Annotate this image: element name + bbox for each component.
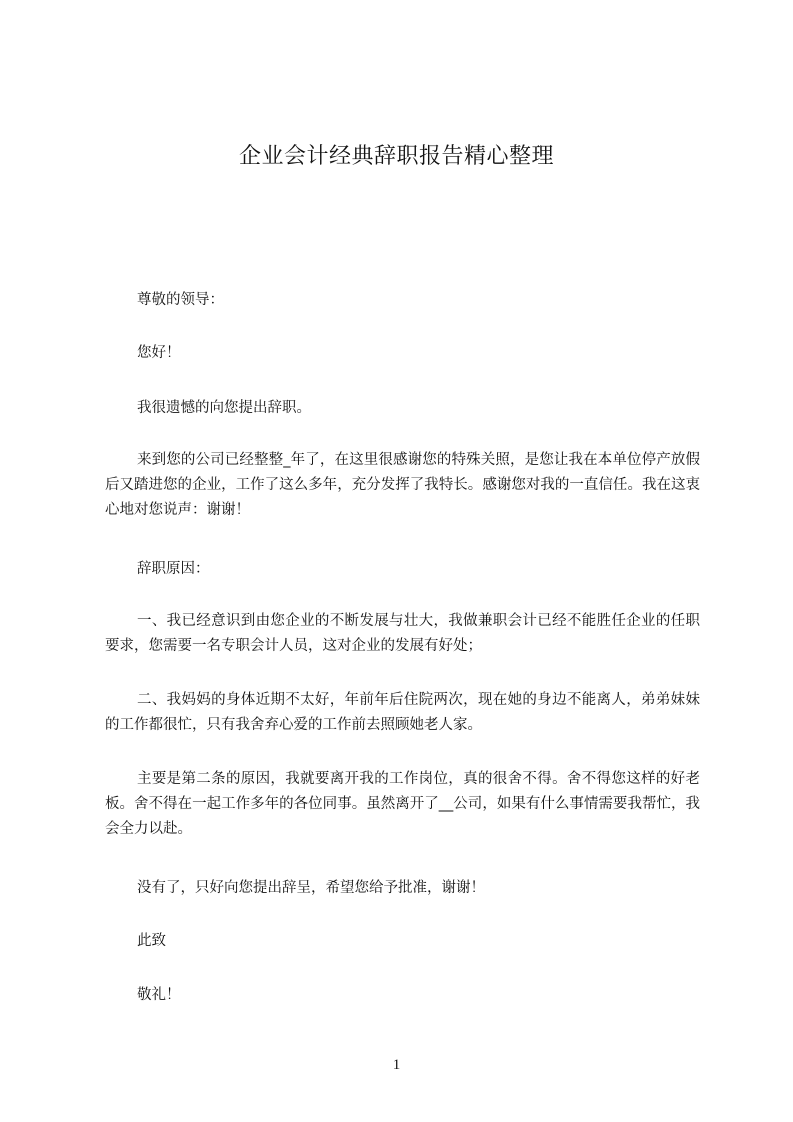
- paragraph-request: 没有了，只好向您提出辞呈，希望您给予批准，谢谢！: [137, 880, 485, 896]
- paragraph-resignation-notice: 我很遗憾的向您提出辞职。: [137, 400, 311, 416]
- reason-one: 一、我已经意识到由您企业的不断发展与壮大，我做兼职会计已经不能胜任企业的任职要求，您需要一名专职会计人员，这对企业的发展有好处；: [105, 613, 700, 654]
- page-number: 1: [392, 1057, 401, 1073]
- salutation: 尊敬的领导：: [137, 292, 224, 308]
- paragraph-gratitude: 来到您的公司已经整整_年了，在这里很感谢您的特殊关照，是您让我在本单位停产放假后又踏进您的企业，工作了这么多年，充分发挥了我特长。感谢您对我的一直信任。我在这衷心地对您说声：谢谢！: [105, 452, 700, 518]
- closing-line-two: 敬礼！: [137, 987, 181, 1003]
- document-title: 企业会计经典辞职报告精心整理: [238, 144, 554, 169]
- paragraph-main-reason: 主要是第二条的原因，我就要离开我的工作岗位，真的很舍不得。舍不得您这样的好老板。舍不得在一起工作多年的各位同事。虽然离开了__公司，如果有什么事情需要我帮忙，我会全力以赴。: [105, 771, 700, 837]
- reasons-heading: 辞职原因：: [137, 561, 210, 577]
- reason-two: 二、我妈妈的身体近期不太好，年前年后住院两次，现在她的身边不能离人，弟弟妹妹的工作都很忙，只有我舍弃心爱的工作前去照顾她老人家。: [105, 692, 700, 733]
- greeting: 您好！: [137, 345, 181, 361]
- closing-line-one: 此致: [137, 933, 166, 949]
